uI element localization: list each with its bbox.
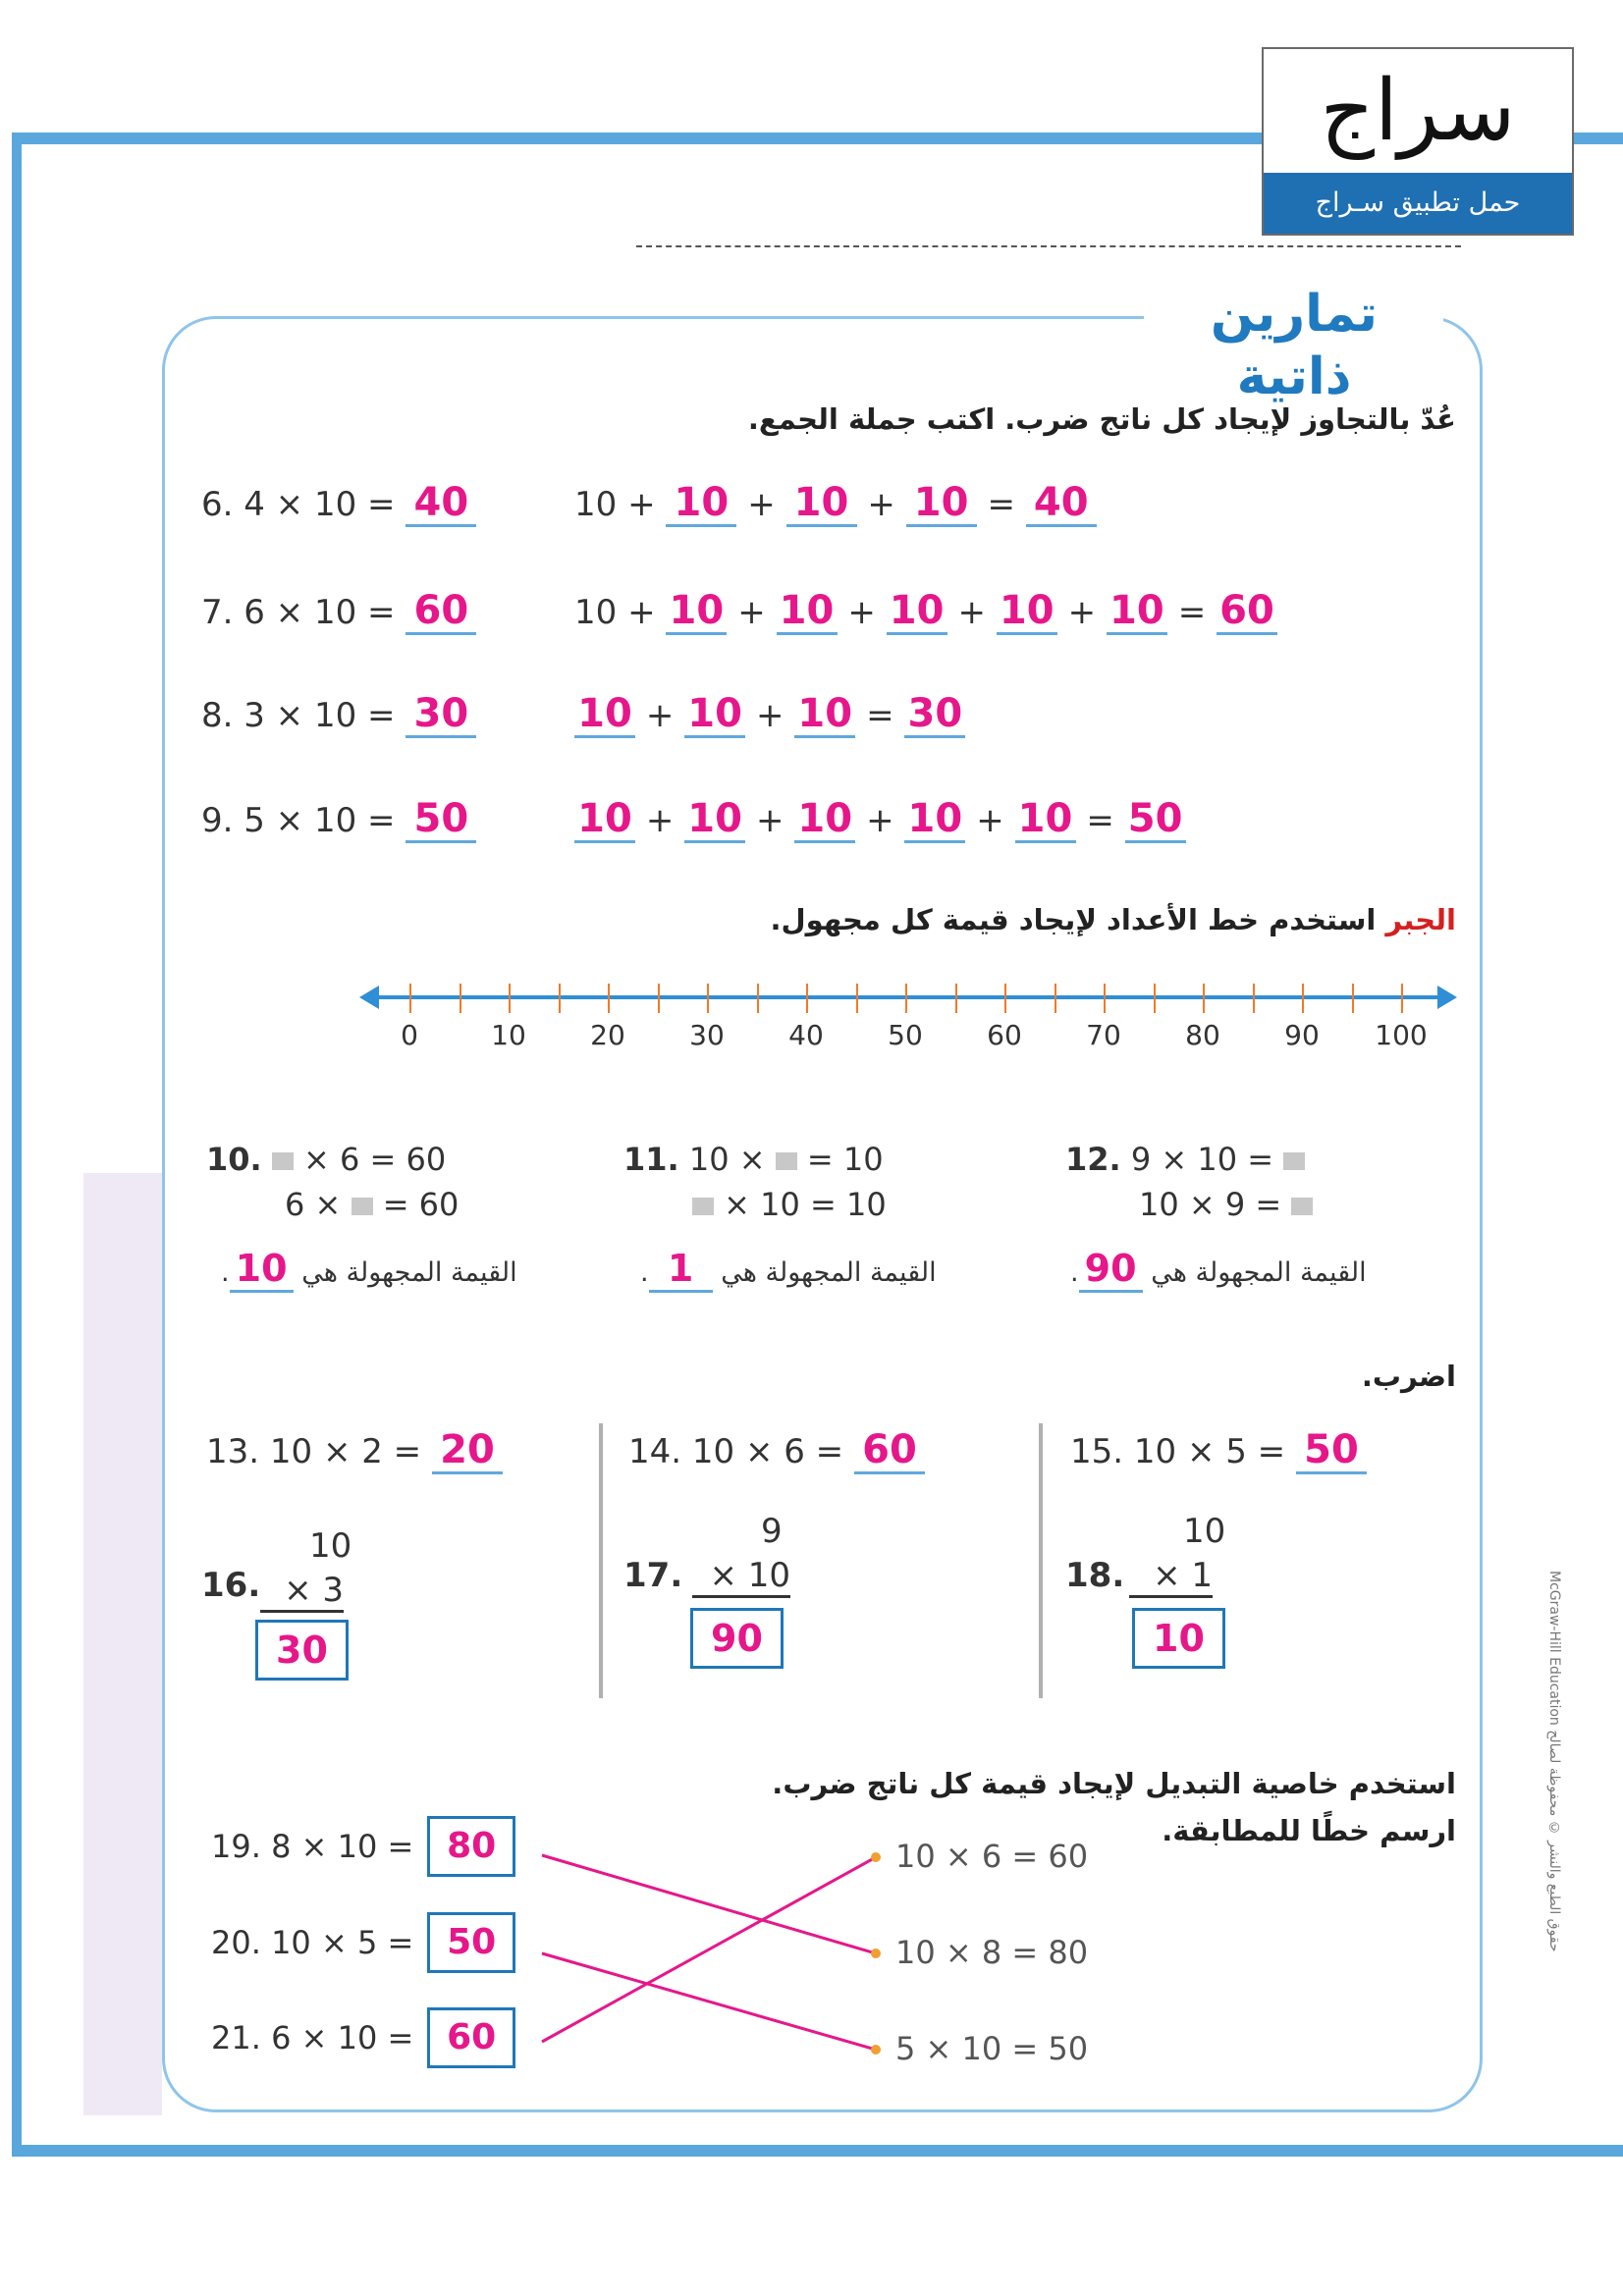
problem-19 [211,1816,515,1877]
number-line-label: 10 [491,1019,526,1051]
addend[interactable]: 10 [906,481,977,527]
problem-10-line2b: = 60 [382,1186,460,1223]
addend[interactable]: 10 [786,481,857,527]
problem-11-line2: × 10 = 10 [724,1186,887,1223]
match-dot [871,2045,881,2055]
sum-total[interactable]: 40 [1026,481,1097,527]
plus-sign: + [645,696,675,735]
number-line-label: 40 [788,1019,824,1051]
equals-sign: = [987,485,1015,524]
period: . [640,1257,649,1288]
problem-12-line2: 10 × 9 = [1139,1186,1282,1223]
sum-lead: 10 + [574,593,656,632]
addend[interactable]: 10 [1107,589,1167,635]
match-target-3[interactable]: 5 × 10 = 50 [895,2030,1089,2067]
match-dot [871,1852,881,1862]
part1-instruction: عُدّ بالتجاوز لإيجاد كل ناتج ضرب. اكتب جملة الجمع. [747,402,1456,436]
period: . [1070,1257,1079,1288]
problem-7-label: 7. 6 × 10 = [201,593,396,632]
match-line-19 [542,1855,876,1953]
addend[interactable]: 10 [904,797,965,843]
problem-16-number: 16. [201,1566,261,1605]
part4-instruction: استخدم خاصية التبديل لإيجاد قيمة كل ناتج ضرب. [772,1767,1456,1800]
addend[interactable]: 10 [777,589,838,635]
match-target-2[interactable]: 10 × 8 = 80 [895,1934,1089,1971]
match-line-21 [542,1857,876,2042]
plus-sign: + [867,485,895,524]
problem-17-number: 17. [623,1556,683,1595]
problem-20-answer[interactable]: 50 [427,1912,515,1973]
plus-sign: + [976,801,1004,840]
period: . [221,1257,230,1288]
problem-14-answer[interactable]: 60 [854,1428,925,1474]
number-line-label: 0 [401,1019,418,1051]
problem-16-top: 10 [309,1526,352,1566]
problem-8-label: 8. 3 × 10 = [201,696,396,735]
problem-17-top: 9 [761,1512,783,1551]
plus-sign: + [866,801,894,840]
problem-6-label: 6. 4 × 10 = [201,485,396,524]
equals-sign: = [1177,593,1207,632]
number-line-label: 90 [1284,1019,1320,1051]
problem-21 [211,2007,515,2068]
problem-17-bottom: × 10 [692,1556,790,1598]
problem-20 [211,1912,515,1973]
problem-7-answer[interactable]: 60 [406,589,476,635]
problem-8-answer[interactable]: 30 [406,692,476,738]
problem-19-answer[interactable]: 80 [427,1816,515,1877]
copyright-note: McGraw-Hill Education حقوق الطبع والنشر © محفوظة لصالح [1546,1571,1562,1952]
problem-15-label: 15. 10 × 5 = [1070,1432,1286,1471]
part4-instruction-2: ارسم خطًا للمطابقة. [1162,1814,1456,1847]
problem-12-number: 12. [1065,1141,1121,1178]
unknown-answer[interactable]: 10 [230,1247,294,1293]
section-title: تمارين ذاتية [1210,285,1379,406]
problem-21-label: 21. 6 × 10 = [211,2019,414,2056]
problem-20-label: 20. 10 × 5 = [211,1924,414,1961]
match-target-1[interactable]: 10 × 6 = 60 [895,1838,1089,1875]
number-line-label: 100 [1375,1019,1428,1051]
part3-instruction: اضرب. [1361,1360,1456,1393]
addend[interactable]: 10 [574,692,635,738]
addend[interactable]: 10 [666,589,727,635]
logo-tagline: حمل تطبيق سـراج [1264,173,1572,234]
unknown-label: القيمة المجهولة هي [721,1257,937,1288]
match-line-20 [542,1953,876,2050]
plus-sign: + [737,593,766,632]
addend[interactable]: 10 [887,589,947,635]
addend[interactable]: 10 [794,692,855,738]
problem-18-top: 10 [1183,1512,1226,1551]
addend[interactable]: 10 [1015,797,1076,843]
part2-instruction-text: استخدم خط الأعداد لإيجاد قيمة كل مجهول. [770,903,1377,936]
problem-21-answer[interactable]: 60 [427,2007,515,2068]
sum-total[interactable]: 50 [1125,797,1186,843]
problem-16-bottom: × 3 [260,1571,344,1613]
number-line-label: 50 [888,1019,923,1051]
sum-lead: 10 + [574,485,656,524]
logo-word: سراج [1320,62,1516,160]
addend[interactable]: 10 [574,797,635,843]
unknown-answer[interactable]: 1 [649,1247,713,1293]
problem-17-answer[interactable]: 90 [690,1608,784,1669]
number-line-label: 60 [987,1019,1022,1051]
unknown-label: القيمة المجهولة هي [301,1257,517,1288]
addend[interactable]: 10 [666,481,736,527]
problem-10-line2a: 6 × [285,1186,342,1223]
problem-11-line1a: 10 × [688,1141,766,1178]
problem-12-line1: 9 × 10 = [1130,1141,1274,1178]
number-line-label: 80 [1185,1019,1220,1051]
match-dot [871,1949,881,1958]
problem-9-label: 9. 5 × 10 = [201,801,396,840]
number-line-label: 70 [1086,1019,1121,1051]
number-line-label: 30 [689,1019,725,1051]
plus-sign: + [755,801,784,840]
plus-sign: + [747,485,776,524]
problem-13-answer[interactable]: 20 [432,1428,503,1474]
problem-10-number: 10. [206,1141,262,1178]
problem-16-answer[interactable]: 30 [255,1620,349,1681]
sum-total[interactable]: 30 [904,692,965,738]
problem-19-label: 19. 8 × 10 = [211,1828,414,1865]
plus-sign: + [957,593,986,632]
plus-sign: + [755,696,784,735]
plus-sign: + [847,593,876,632]
problem-13-label: 13. 10 × 2 = [206,1432,422,1471]
problem-18-number: 18. [1065,1556,1125,1595]
addend[interactable]: 10 [684,797,745,843]
equals-sign: = [1086,801,1114,840]
problem-15-answer[interactable]: 50 [1296,1428,1367,1474]
problem-18-bottom: × 1 [1129,1556,1213,1598]
problem-11-line1b: = 10 [806,1141,884,1178]
problem-9-answer[interactable]: 50 [406,797,476,843]
sum-total[interactable]: 60 [1217,589,1277,635]
plus-sign: + [1067,593,1097,632]
equals-sign: = [866,696,894,735]
addend[interactable]: 10 [794,797,855,843]
number-line-label: 20 [590,1019,625,1051]
problem-14-label: 14. 10 × 6 = [628,1432,844,1471]
problem-11-number: 11. [623,1141,679,1178]
addend[interactable]: 10 [684,692,745,738]
addend[interactable]: 10 [997,589,1057,635]
algebra-tag: الجبر [1385,903,1456,936]
plus-sign: + [645,801,675,840]
unknown-answer[interactable]: 90 [1079,1247,1143,1293]
unknown-label: القيمة المجهولة هي [1151,1257,1367,1288]
problem-18-answer[interactable]: 10 [1132,1608,1225,1669]
problem-6-answer[interactable]: 40 [406,481,476,527]
problem-10-line1: × 6 = 60 [303,1141,447,1178]
